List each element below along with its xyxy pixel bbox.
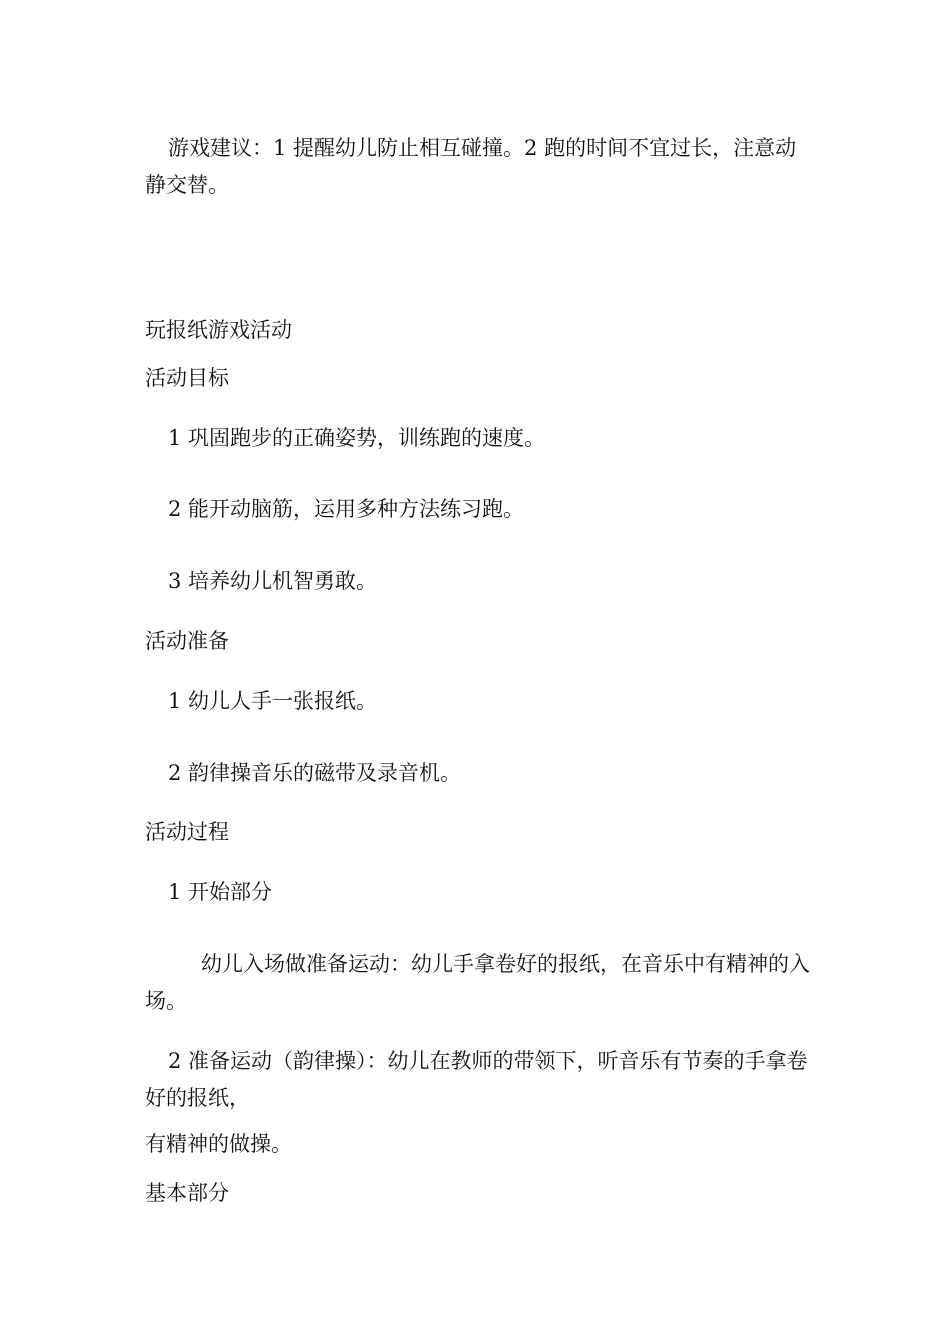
preparation-item-2: 2 韵律操音乐的磁带及录音机。: [168, 761, 462, 785]
goal-item-3: 3 培养幼儿机智勇敢。: [168, 569, 378, 593]
section-heading-preparation: 活动准备: [145, 629, 229, 653]
activity-title: 玩报纸游戏活动: [145, 318, 292, 342]
process-step-2-continuation: 有精神的做操。: [145, 1132, 292, 1156]
goal-item-1: 1 巩固跑步的正确姿势，训练跑的速度。: [168, 426, 546, 450]
section-heading-goals: 活动目标: [145, 366, 229, 390]
game-suggestion-paragraph: 游戏建议：1 提醒幼儿防止相互碰撞。2 跑的时间不宜过长，注意动静交替。: [145, 136, 797, 197]
section-heading-process: 活动过程: [145, 820, 229, 844]
goal-item-2: 2 能开动脑筋，运用多种方法练习跑。: [168, 497, 525, 521]
section-heading-main-part: 基本部分: [145, 1181, 229, 1205]
process-step-1-body: 幼儿入场做准备运动：幼儿手拿卷好的报纸，在音乐中有精神的入场。: [145, 952, 810, 1013]
preparation-item-1: 1 幼儿人手一张报纸。: [168, 689, 378, 713]
process-step-1-heading: 1 开始部分: [168, 880, 273, 904]
process-step-2-body: 2 准备运动（韵律操）：幼儿在教师的带领下，听音乐有节奏的手拿卷好的报纸，: [145, 1049, 808, 1110]
